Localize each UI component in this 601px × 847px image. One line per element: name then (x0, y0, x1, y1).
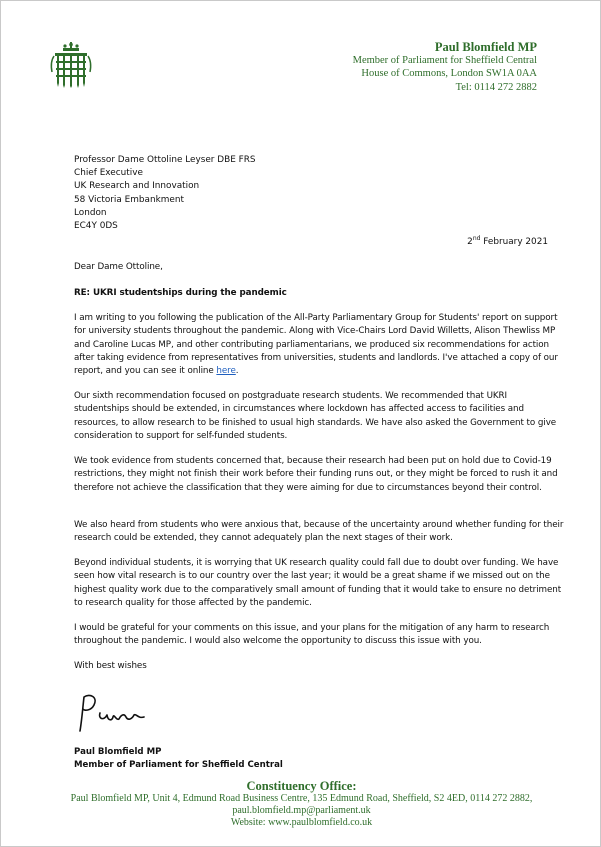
recipient-line: EC4Y 0DS (74, 221, 118, 232)
recipient-line: London (74, 207, 107, 218)
mp-name: Paul Blomfield MP (434, 40, 537, 54)
footer-email: paul.blomfield.mp@parliament.uk (232, 805, 371, 817)
constituency-footer (1, 779, 601, 830)
recipient-line: Chief Executive (74, 168, 143, 179)
subject-line: RE: UKRI studentships during the pandemic (74, 288, 287, 298)
paragraph-1: I am writing to you following the publication of the All-Party Parliamentary Group for Students' report on support for university students throughout the pandemic. Along with Vice-Chairs Lord David Willetts, Alison Thewliss MP and Caroline Lucas MP, and other contributing parliamentarians, we produced six recommendations for action after taking evidence from representatives from universities, students and landlords. I've attached a copy of our report, and you can see it online here. (74, 313, 558, 377)
office-tel: Tel: 0114 272 2882 (455, 81, 537, 93)
recipient-line: 58 Victoria Embankment (74, 194, 184, 205)
footer-website: Website: www.paulblomfield.co.uk (230, 817, 373, 829)
letter-date: 2nd February 2021 (467, 235, 548, 247)
closing: With best wishes (74, 661, 147, 671)
paragraph-3: We took evidence from students concerned that, because their research had been put on hold due to Covid-19 restrictions, they might not finish their work before their funding runs out, or they might be forced to rush it and therefore not achieve the classification that they were aiming for due to circumstances beyond their control. (74, 456, 558, 493)
footer-title: Constituency Office: (246, 779, 357, 793)
signatory-name: Paul Blomfield MP (74, 747, 162, 757)
recipient-line: Professor Dame Ottoline Leyser DBE FRS (74, 155, 256, 165)
recipient-address (74, 154, 559, 233)
letterhead (353, 40, 537, 94)
mp-role: Member of Parliament for Sheffield Central (352, 55, 537, 66)
paragraph-2: Our sixth recommendation focused on postgraduate research students. We recommended that UKRI studentships should be extended, in circumstances where lockdown has affected access to facilities and resources, to allow research to be finished to usual high standards. We have also asked the Government to give consideration to support for self-funded students. (74, 391, 557, 441)
footer-address: Paul Blomfield MP, Unit 4, Edmund Road Business Centre, 135 Edmund Road, Sheffield, S2 4ED, 0114 272 2882, (70, 793, 533, 804)
signatory (74, 746, 283, 772)
recipient-line: UK Research and Innovation (74, 181, 200, 192)
portcullis-logo-icon (48, 42, 94, 88)
report-link[interactable]: here (216, 366, 236, 377)
salutation: Dear Dame Ottoline, (74, 262, 163, 272)
paragraph-6: I would be grateful for your comments on this issue, and your plans for the mitigation of any harm to research throughout the pandemic. I would also welcome the opportunity to discuss this issue with you. (74, 623, 550, 647)
office-address: House of Commons, London SW1A 0AA (361, 68, 537, 80)
signatory-title: Member of Parliament for Sheffield Central (74, 760, 283, 771)
paragraph-5: Beyond individual students, it is worrying that UK research quality could fall due to doubt over funding. We have seen how vital research is to our country over the last year; it would be a great shame if we missed out on the highest quality work due to the comparatively small amount of funding that it would take to ensure no detriment to research quality for those affected by the pandemic. (74, 558, 562, 608)
paragraph-4: We also heard from students who were anxious that, because of the uncertainty around whether funding for their research could be extended, they cannot adequately plan the next stages of their work. (74, 520, 564, 544)
handwritten-signature (74, 691, 154, 733)
